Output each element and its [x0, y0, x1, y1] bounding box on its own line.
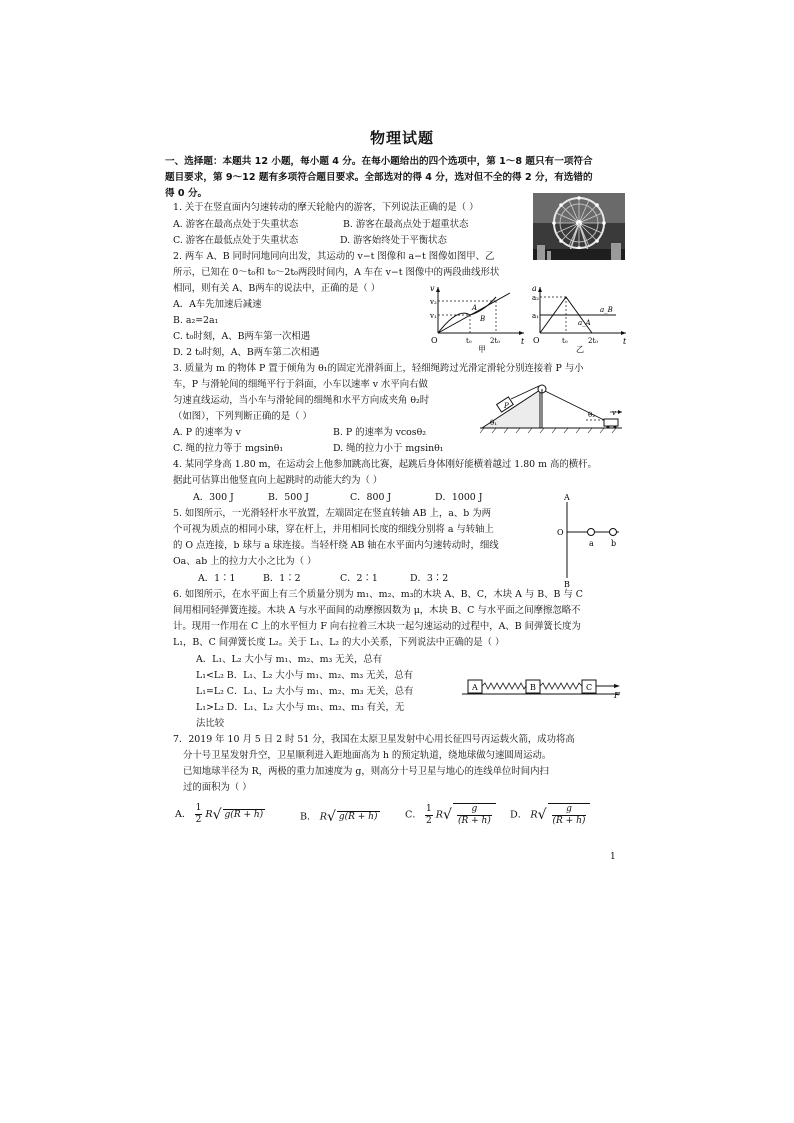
q3-fig-theta2: θ₂ [588, 411, 596, 419]
q5-fig-b: b [611, 539, 617, 548]
q2-stem-line3: 相同，则有关 A、B两车的说法中，正确的是（ ） [173, 283, 381, 294]
q7-option-b-label: B． [300, 811, 317, 823]
q2-a-t-axis-label: t [623, 337, 627, 346]
q2-option-a: A．A车先加速后减速 [173, 299, 262, 310]
q7-option-a [175, 803, 265, 826]
q3-option-d: D. 绳的拉力小于 mgsinθ₁ [333, 443, 444, 454]
q2-option-d: D. 2 t₀时刻，A、B两车第二次相遇 [173, 347, 320, 358]
q4-option-c: C．800 J [350, 492, 392, 503]
q2-option-c: C. t₀时刻，A、B两车第一次相遇 [173, 331, 311, 342]
q7-b-radical-icon: √ [326, 809, 336, 825]
q3-option-b: B. P 的速率为 vcosθ₂ [333, 427, 427, 438]
q3-fig-p: P [504, 402, 509, 410]
q2-aB-label: a_B [600, 306, 613, 314]
q2-v-origin: O [431, 336, 438, 345]
q4-stem-line1: 4. 某同学身高 1.80 m，在运动会上他参加跳高比赛，起跳后身体刚好能横着越过 1.80 m 高的横杆。 [173, 459, 597, 470]
q6-stem-line3: 计。现用一作用在 C 上的水平恒力 F 向右拉着三木块一起匀速运动的过程中，A、B 间弹簧长度为 [173, 621, 581, 632]
q2-stem-line2: 所示，已知在 0～t₀和 t₀～2t₀两段时间内，A 车在 v−t 图像中的两段曲线形状 [173, 267, 500, 278]
q7-option-a-label: A． [175, 809, 192, 820]
q6-option-line5: 法比较 [196, 718, 225, 729]
q2-v-t-axis-label: t [521, 337, 525, 346]
q7-c-R: R [435, 809, 444, 821]
q6-fig-C: C [586, 683, 593, 692]
q5-fig-B: B [564, 580, 570, 588]
q7-a-radical-icon: √ [212, 806, 222, 823]
q2-line-a-label: A [472, 304, 478, 312]
q5-option-c: C．2∶1 [340, 573, 378, 584]
q3-stem-line3: 匀速直线运动，当小车与滑轮间的细绳和水平方向成夹角 θ₂时 [173, 395, 430, 406]
q5-stem-line4: Oa、ab 上的拉力大小之比为（ ） [173, 556, 317, 567]
q7-option-d-label: D． [510, 809, 528, 821]
q5-option-a: A．1∶1 [198, 573, 236, 584]
q6-option-line1: A．L₁、L₂ 大小与 m₁、m₂、m₃ 无关，总有 [196, 654, 383, 665]
q3-option-c: C. 绳的拉力等于 mgsinθ₁ [173, 443, 284, 454]
section-instructions-line2: 题目要求，第 9～12 题有多项符合题目要求。全部选对的得 4 分，选对但不全的得 2 分，有选错的 [165, 172, 593, 183]
q7-a-fraction: $\frac{1}{2}$ [195, 803, 202, 825]
q2-at-graph [530, 283, 630, 353]
q5-option-b: B．1∶2 [263, 573, 301, 584]
q5-stem-line1: 5. 如图所示，一光滑轻杆水平放置，左端固定在竖直转轴 AB 上，a、b 为两 [173, 508, 491, 519]
q3-option-a: A. P 的速率为 v [173, 427, 241, 438]
q7-stem-line3: 已知地球半径为 R，两极的重力加速度为 g，则高分十号卫星与地心的连线单位时间内扫 [183, 766, 549, 777]
q7-stem-line4: 过的面积为（ ） [183, 782, 252, 793]
q5-fig-a: a [589, 539, 594, 548]
q6-stem-line1: 6. 如图所示，在水平面上有三个质量分别为 m₁、m₂、m₃的木块 A、B、C，木块 A 与 B、B 与 C [173, 589, 583, 600]
q7-stem-line1: 7．2019 年 10 月 5 日 2 时 51 分，我国在太原卫星发射中心用长征四号丙运载火箭，成功将高 [173, 734, 575, 745]
q7-stem-line2: 分十号卫星发射升空，卫星顺利进入距地面高为 h 的预定轨道，绕地球做匀速圆周运动。 [183, 750, 552, 761]
q7-option-c [405, 803, 496, 827]
q7-c-radicand: $\frac{g}{(R + h)}$ [453, 803, 496, 827]
q3-stem-line4: （如图），下列判断正确的是（ ） [173, 411, 312, 422]
q6-option-line3: L₁=L₂ C．L₁、L₂ 大小与 m₁、m₂、m₃ 无关，总有 [196, 686, 414, 697]
section-instructions-line3: 得 0 分。 [165, 188, 208, 199]
q1-stem: 1. 关于在竖直面内匀速转动的摩天轮舱内的游客，下列说法正确的是（ ） [173, 202, 479, 213]
q1-option-a: A. 游客在最高点处于失重状态 [173, 219, 299, 230]
q4-stem-line2: 据此可估算出他竖直向上起跳时的动能大约为（ ） [173, 475, 383, 486]
q7-a-radicand: g(R + h) [224, 809, 264, 820]
q2-option-b: B. a₂=2a₁ [173, 315, 219, 326]
q3-fig-theta1: θ₁ [490, 419, 498, 427]
page-number: 1 [610, 852, 616, 862]
q3-stem-line2: 车，P 与滑轮间的细绳平行于斜面，小车以速率 v 水平向右做 [173, 379, 428, 390]
q6-blocks-springs-figure [460, 676, 626, 698]
q1-option-c: C. 游客在最低点处于失重状态 [173, 235, 299, 246]
q2-a-t0-label: t₀ [562, 337, 568, 345]
q7-a-R: R [205, 809, 213, 820]
q2-a2-label: a₂ [532, 294, 539, 302]
q3-stem-line1: 3. 质量为 m 的物体 P 置于倾角为 θ₁的固定光滑斜面上，轻细绳跨过光滑定滑轮分别连接着 P 与小 [173, 363, 584, 374]
q7-c-fraction: $\frac{1}{2}$ [426, 803, 432, 826]
q2-a-axis-label: a [532, 284, 537, 293]
q4-option-d: D．1000 J [435, 492, 483, 503]
q2-a-origin: O [533, 336, 540, 345]
q7-option-c-label: C． [405, 809, 422, 821]
q2-fig-yi: 乙 [576, 345, 584, 353]
q2-a1-label: a₁ [532, 312, 539, 320]
q5-fig-A: A [564, 493, 570, 502]
q5-stem-line2: 个可视为质点的相同小球，穿在杆上，并用相同长度的细线分别将 a 与转轴上 [173, 524, 494, 535]
q2-v-t0-label: t₀ [466, 337, 472, 345]
q5-fig-O: O [557, 528, 564, 537]
q3-fig-v: v [612, 409, 616, 417]
q7-b-R: R [319, 811, 327, 823]
q2-fig-jia: 甲 [478, 345, 486, 353]
q6-fig-A: A [472, 683, 478, 692]
q3-incline-figure [476, 380, 626, 436]
q2-v-axis-label: v [430, 284, 435, 293]
q7-d-radicand: $\frac{g}{(R + h)}$ [548, 803, 591, 827]
q6-fig-B: B [530, 683, 536, 692]
q2-stem-line1: 2. 两车 A、B 同时同地同向出发，其运动的 v−t 图像和 a−t 图像如图甲、乙 [173, 251, 495, 262]
q2-line-b-label: B [480, 315, 486, 323]
q5-rotating-rod-figure [555, 492, 625, 588]
q2-vt-graph [428, 283, 528, 353]
q7-c-radical-icon: √ [443, 807, 452, 823]
q4-option-b: B．500 J [268, 492, 309, 503]
q6-option-line2: L₁<L₂ B．L₁、L₂ 大小与 m₁、m₂、m₃ 无关，总有 [196, 670, 414, 681]
q7-b-radicand: g(R + h) [338, 812, 378, 822]
q6-option-line4: L₁>L₂ D．L₁、L₂ 大小与 m₁、m₂、m₃ 有关，无 [196, 702, 405, 713]
q6-stem-line4: L₁，B、C 间弹簧长度 L₂。关于 L₁、L₂ 的大小关系，下列说法中正确的是（ ） [173, 637, 505, 648]
q4-option-a: A．300 J [193, 492, 234, 503]
q2-v2-label: v₂ [430, 298, 437, 306]
q5-option-d: D．3∶2 [410, 573, 449, 584]
q6-stem-line2: 间用相同轻弹簧连接。木块 A 与水平面间的动摩擦因数为 μ，木块 B、C 与水平面之间摩擦忽略不 [173, 605, 581, 616]
q2-v1-label: v₁ [430, 312, 437, 320]
q7-d-R: R [530, 809, 538, 821]
page-title: 物理试题 [370, 129, 435, 147]
q2-v-2t0-label: 2t₀ [490, 337, 501, 345]
q2-aA-label: a_A [578, 319, 591, 327]
q2-a-2t0-label: 2t₀ [588, 337, 599, 345]
q7-d-radical-icon: √ [537, 807, 547, 823]
q1-option-b: B. 游客在最高点处于超重状态 [343, 219, 469, 230]
q5-stem-line3: 的 O 点连接，b 球与 a 球连接。当轻杆绕 AB 轴在水平面内匀速转动时，细线 [173, 540, 499, 551]
q7-option-b [300, 809, 380, 826]
section-instructions-line1: 一、选择题：本题共 12 小题，每小题 4 分。在每小题给出的四个选项中，第 1～8 题只有一项符合 [165, 156, 593, 167]
q6-fig-F: F [614, 691, 620, 698]
ferris-wheel-photo [533, 193, 625, 260]
q7-option-d [510, 803, 590, 827]
q1-option-d: D. 游客始终处于平衡状态 [340, 235, 447, 246]
